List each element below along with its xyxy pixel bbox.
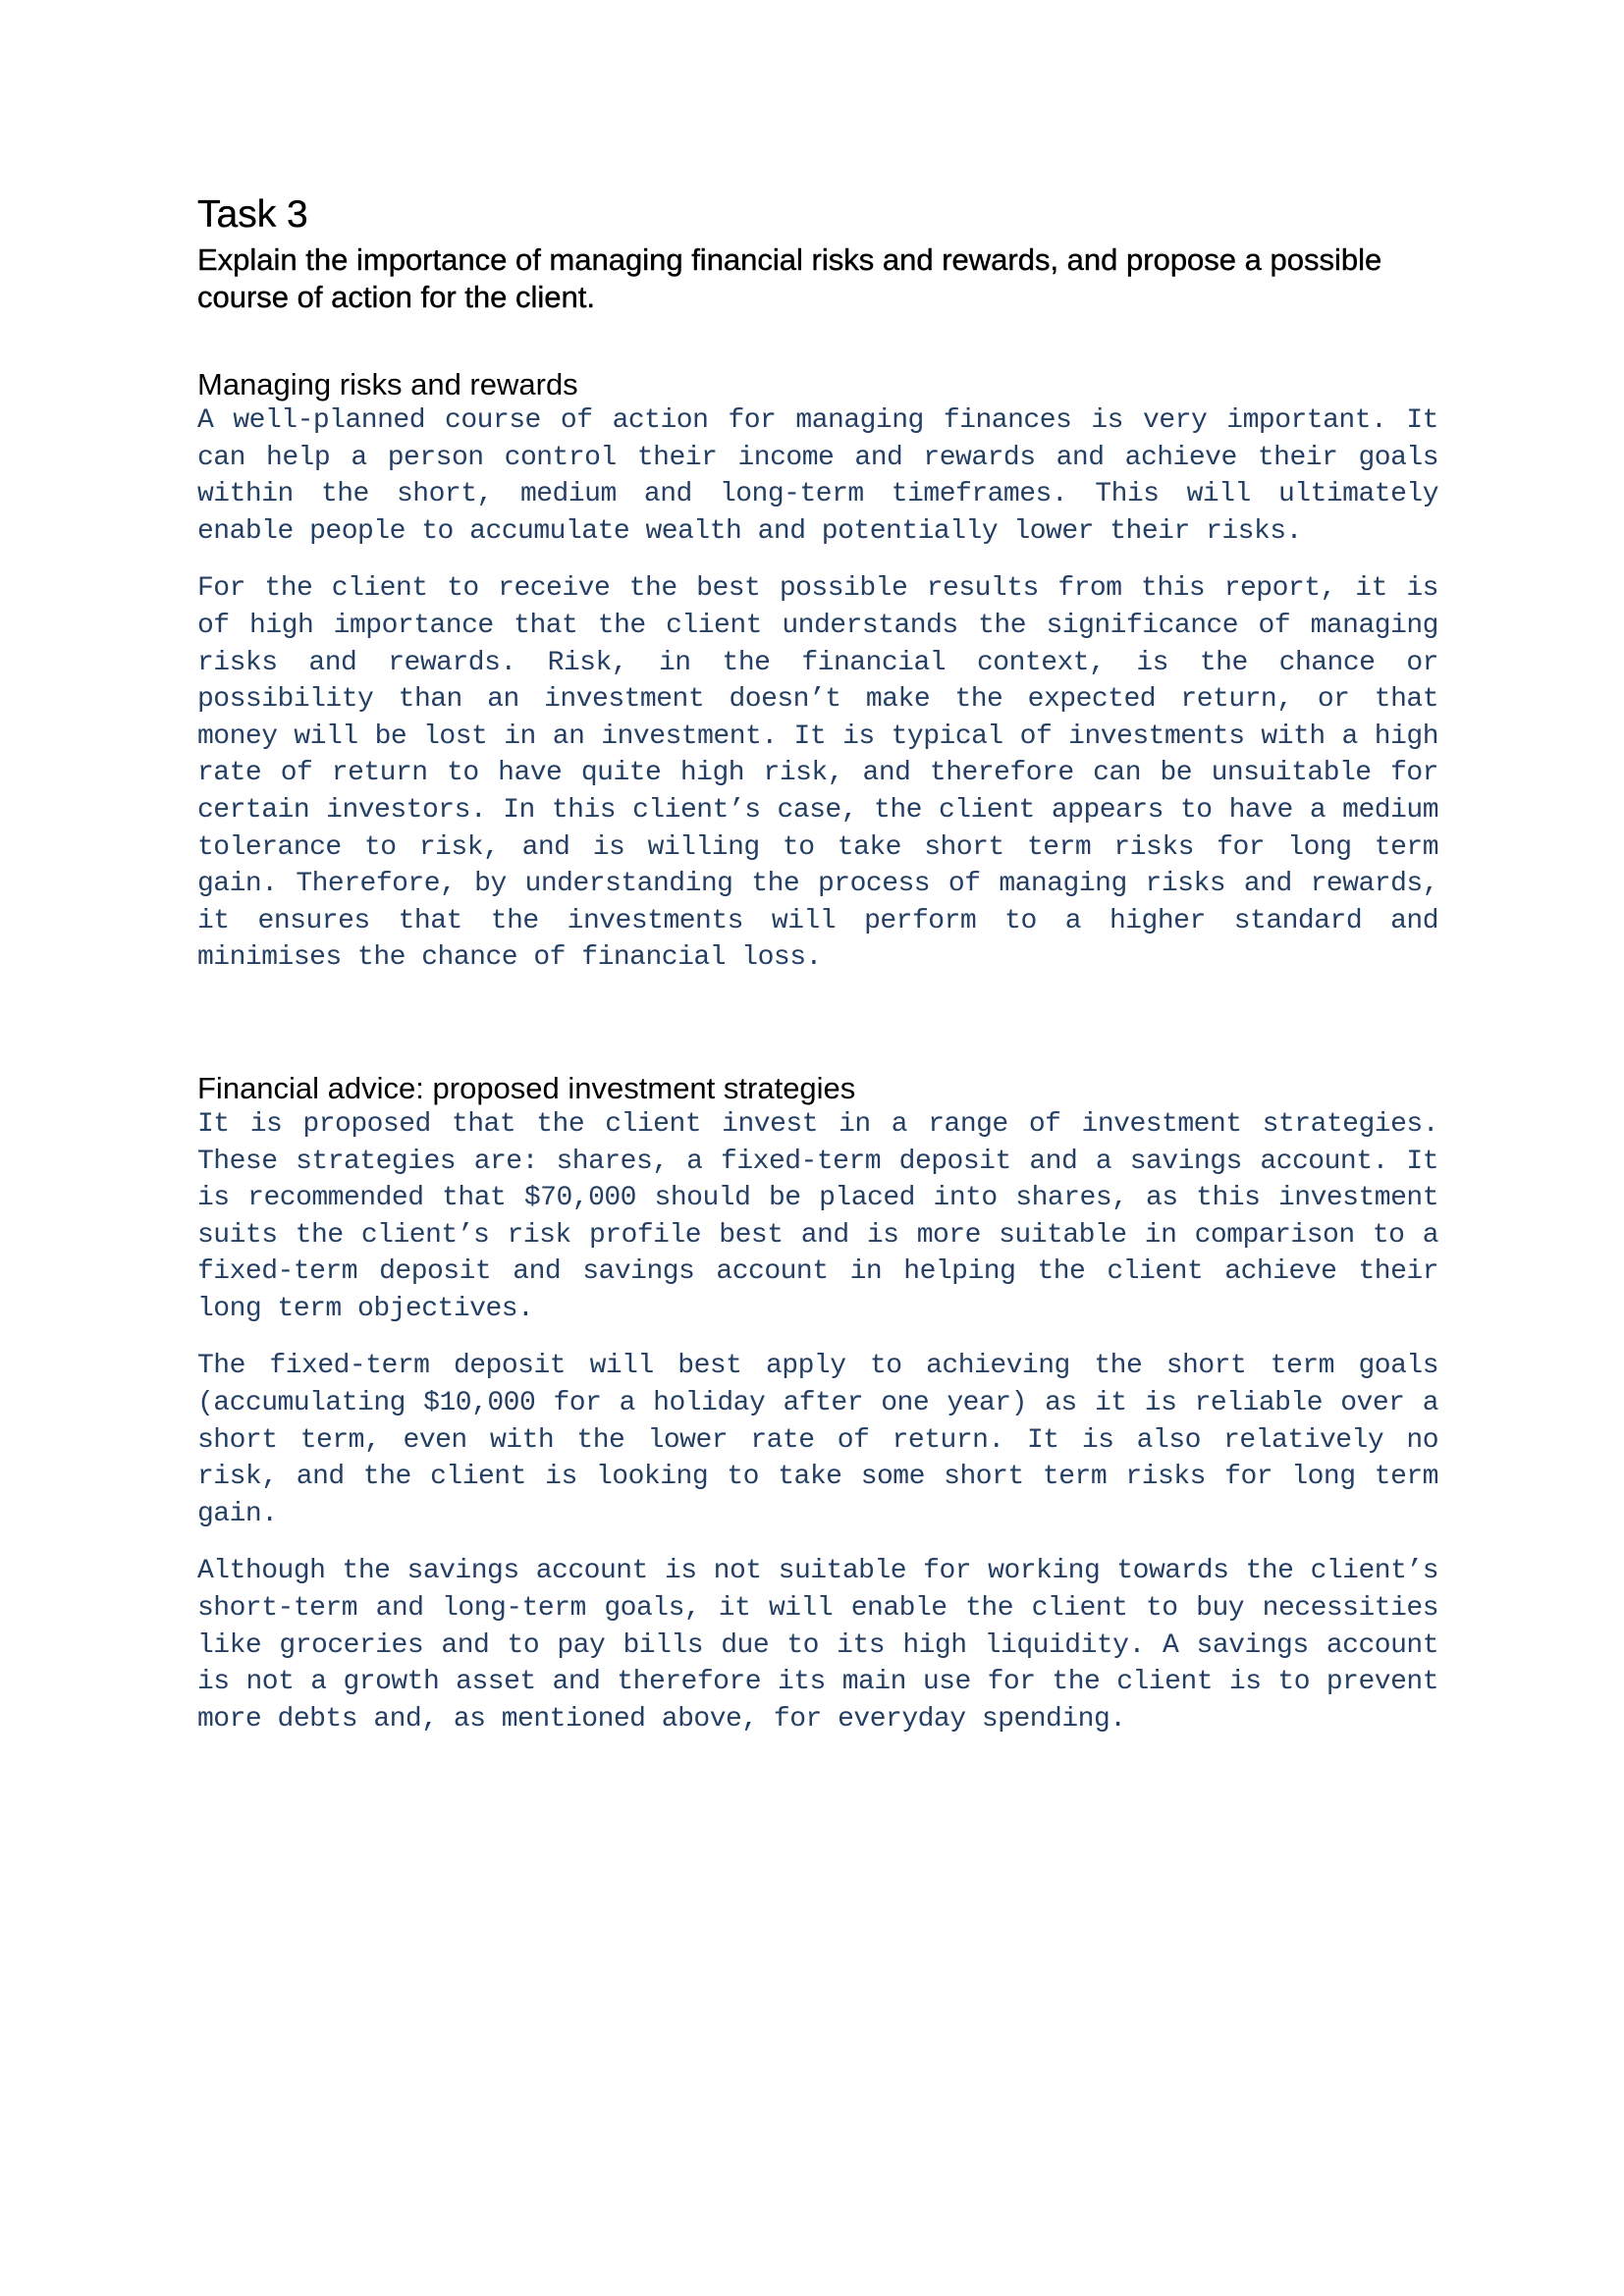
body-paragraph: It is proposed that the client invest in a range of investment strategies. These strategies are: shares, a fixed-term deposit and a savings account. It is recommended that $70,000 should be placed into shares, as this investment suits the client’s risk profile best and is more suitable in comparison to a fixed-term deposit and savings account in helping the client achieve their long term objectives. <box>197 1108 1438 1324</box>
section-heading: Managing risks and rewards <box>197 367 578 401</box>
section-managing-risks <box>197 367 1438 977</box>
body-paragraph: The fixed-term deposit will best apply to achieving the short term goals (accumulating $10,000 for a holiday after one year) as it is reliable over a short term, even with the lower rate of return. It is also relatively no risk, and the client is looking to take some short term risks for long term gain. <box>197 1351 1438 1529</box>
body-paragraph: A well-planned course of action for managing finances is very important. It can help a person control their income and rewards and achieve their goals within the short, medium and long-term timeframes. This will ultimately enable people to accumulate wealth and potentially lower their risks. <box>197 405 1438 547</box>
body-paragraph: For the client to receive the best possible results from this report, it is of high importance that the client understands the significance of managing risks and rewards. Risk, in the financial context, is the chance or possibility than an investment doesn’t make the expected return, or that money will be lost in an investment. It is typical of investments with a high rate of return to have quite high risk, and therefore can be unsuitable for certain investors. In this client’s case, the client appears to have a medium tolerance to risk, and is willing to take short term risks for long term gain. Therefore, by understanding the process of managing risks and rewards, it ensures that the investments will perform to a higher standard and minimises the chance of financial loss. <box>197 573 1438 974</box>
body-paragraph: Although the savings account is not suitable for working towards the client’s short-term and long-term goals, it will enable the client to buy necessities like groceries and to pay bills due to its high liquidity. A savings account is not a growth asset and therefore its main use for the client is to prevent more debts and, as mentioned above, for everyday spending. <box>197 1556 1438 1735</box>
document-page <box>197 192 1438 1737</box>
task-question: Explain the importance of managing financial risks and rewards, and propose a possible course of action for the client. <box>197 242 1382 314</box>
section-financial-advice <box>197 1071 1438 1738</box>
section-heading: Financial advice: proposed investment strategies <box>197 1070 856 1105</box>
task-title: Task 3 <box>197 193 308 236</box>
